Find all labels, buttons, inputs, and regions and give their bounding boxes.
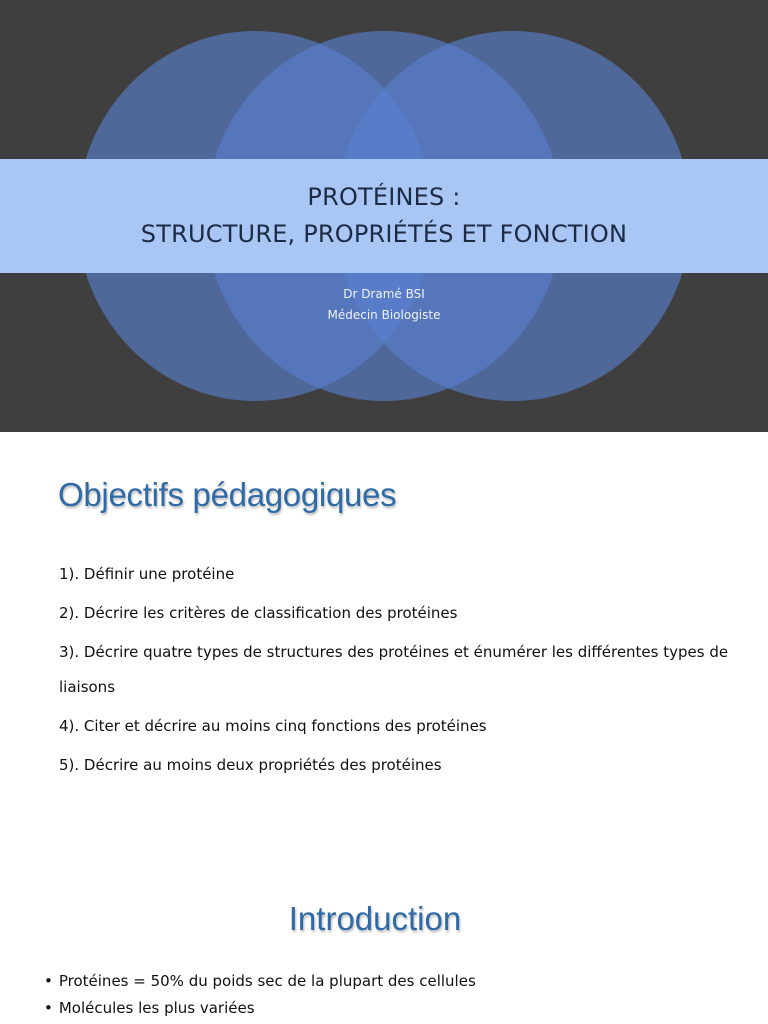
slide-title-line-1: PROTÉINES : — [307, 183, 461, 211]
list-item: • Molécules les plus variées — [44, 995, 476, 1022]
introduction-slide — [0, 864, 768, 1024]
introduction-bullets — [44, 968, 476, 1022]
author-role: Médecin Biologiste — [327, 308, 441, 322]
list-item: • Protéines = 50% du poids sec de la plupart des cellules — [44, 968, 476, 995]
slide-subtitle — [0, 284, 768, 326]
list-item: 3). Décrire quatre types de structures des protéines et énumérer les différentes types de liaisons — [59, 643, 729, 696]
author-name: Dr Dramé BSI — [343, 287, 425, 301]
slide-title-line-2: STRUCTURE, PROPRIÉTÉS ET FONCTION — [140, 220, 628, 248]
title-band — [0, 159, 768, 273]
list-item: 2). Décrire les critères de classification des protéines — [59, 604, 458, 622]
list-item: 4). Citer et décrire au moins cinq fonctions des protéines — [59, 717, 487, 735]
list-item: 5). Décrire au moins deux propriétés des protéines — [59, 756, 442, 774]
objectives-list — [59, 557, 749, 787]
introduction-title: Introduction — [288, 900, 462, 937]
title-slide — [0, 0, 768, 432]
list-item: 1). Définir une protéine — [59, 565, 235, 583]
objectives-title: Objectifs pédagogiques — [58, 476, 397, 513]
objectives-slide — [0, 432, 768, 864]
